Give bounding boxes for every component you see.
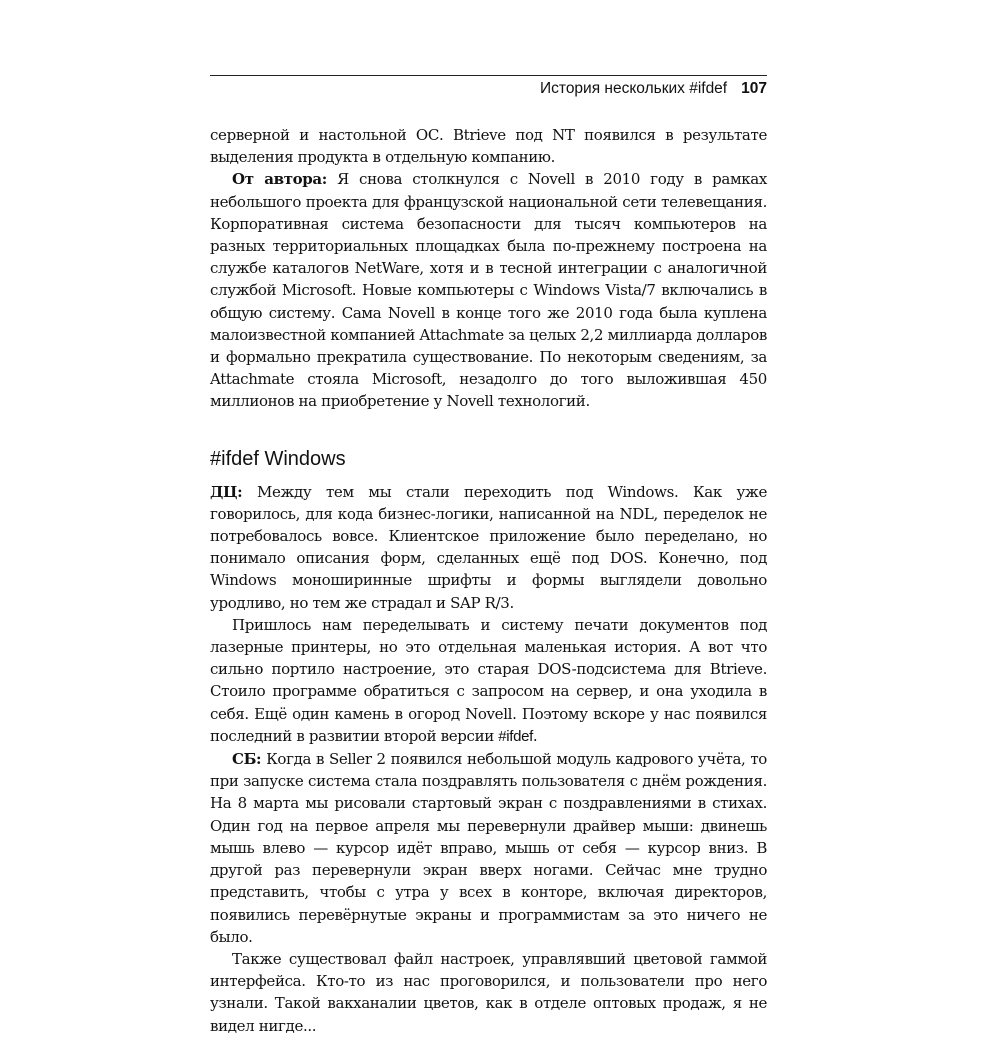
speaker-dc-label: ДЦ: bbox=[210, 482, 243, 501]
header-rule bbox=[210, 75, 767, 76]
paragraph-printing-end: . bbox=[532, 726, 538, 745]
paragraph-printing-text: Пришлось нам переделывать и систему печати документов под лазерные принтеры, но это отдельная маленькая история. А вот что сильно портило настроение, это старая DOS-подсистема для Btrieve. Стоило программе обратиться с запросом на сервер, и она уходила в себя. Ещё один камень в огород Novell. Поэтому вскоре у нас появился последний в развитии второй версии bbox=[210, 615, 767, 745]
paragraph-dc bbox=[210, 481, 767, 614]
author-note-text: Я снова столкнулся с Novell в 2010 году в рамках небольшого проекта для французской национальной сети телевещания. Корпоративная система безопасности для тысяч компьютеров на разных территориальных площадках была по-прежнему построена на службе каталогов NetWare, хотя и в тесной интеграции с аналогичной службой Microsoft. Новые компьютеры с Windows Vista/7 включались в общую систему. Сама Novell в конце того же 2010 года была куплена малоизвестной компанией Attachmate за целых 2,2 миллиарда долларов и формально прекратила существование. По некоторым сведениям, за Attachmate стояла Microsoft, незадолго до того выложившая 450 миллионов на приобретение у Novell технологий. bbox=[210, 170, 767, 411]
paragraph-printing bbox=[210, 614, 767, 748]
running-header bbox=[210, 77, 767, 101]
page-number: 107 bbox=[741, 80, 767, 97]
body-text bbox=[210, 124, 767, 1037]
paragraph-settings: Также существовал файл настроек, управлявший цветовой гаммой интерфейса. Кто-то из нас проговорился, и пользователи про него узнали. Такой вакханалии цветов, как в отделе оптовых продаж, я не видел нигде... bbox=[210, 949, 767, 1035]
paragraph-sb bbox=[210, 748, 767, 948]
ifdef-code: #ifdef bbox=[498, 727, 533, 745]
paragraph-dc-text: Между тем мы стали переходить под Windows. Как уже говорилось, для кода бизнес-логики, написанной на NDL, переделок не потребовалось вовсе. Клиентское приложение было переделано, но понимало описания форм, сделанных ещё под DOS. Конечно, под Windows моноширинные шрифты и формы выглядели довольно уродливо, но тем же страдал и SAP R/3. bbox=[210, 482, 767, 612]
paragraph-1: серверной и настольной ОС. Btrieve под NT появился в результате выделения продукта в отдельную компанию. bbox=[210, 126, 767, 167]
paragraph-author-note bbox=[210, 168, 767, 412]
paragraph-sb-text: Когда в Seller 2 появился небольшой модуль кадрового учёта, то при запуске система стала поздравлять пользователя с днём рождения. На 8 марта мы рисовали стартовый экран с поздравлениями в стихах. Один год на первое апреля мы перевернули драйвер мыши: двинешь мышь влево — курсор идёт вправо, мышь от себя — курсор вниз. В другой раз перевернули экран вверх ногами. Сейчас мне трудно представить, чтобы с утра у всех в конторе, включая директоров, появились перевёрнутые экраны и программистам за это ничего не было. bbox=[210, 750, 767, 946]
running-title: История нескольких #ifdef bbox=[540, 80, 728, 97]
section-title: #ifdef Windows bbox=[210, 447, 346, 470]
speaker-sb-label: СБ: bbox=[232, 750, 262, 769]
author-note-label: От автора: bbox=[232, 170, 327, 189]
